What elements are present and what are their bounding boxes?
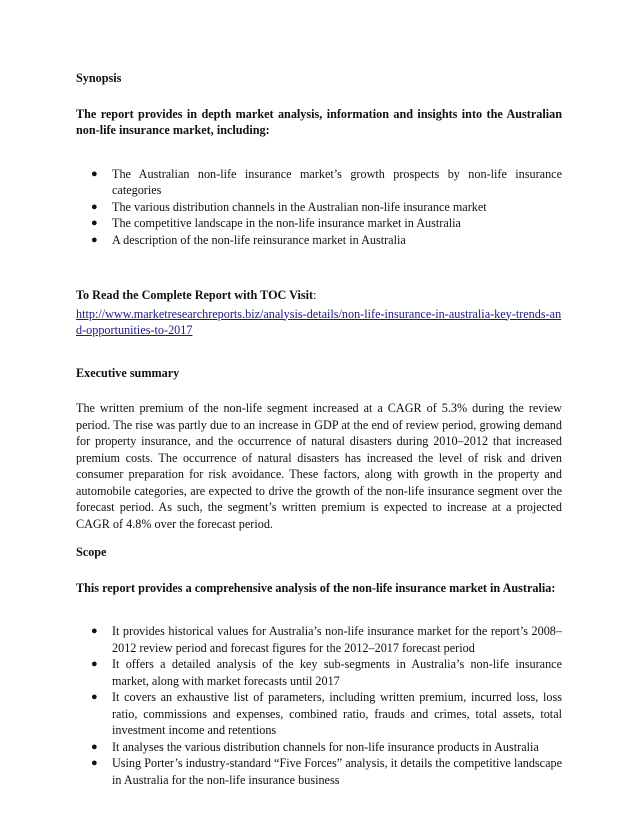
synopsis-bullet-list <box>76 166 562 249</box>
bullet-icon: ● <box>91 625 98 637</box>
executive-summary-heading: Executive summary <box>76 365 180 380</box>
synopsis-intro: The report provides in depth market analysis, information and insights into the Australian non-life insurance market, including: <box>76 106 562 137</box>
toc-heading: To Read the Complete Report with TOC Visit: <box>76 288 317 302</box>
bullet-icon: ● <box>91 233 98 246</box>
list-item: ● It analyses the various distribution channels for non-life insurance products in Australia <box>91 739 539 754</box>
bullet-icon: ● <box>91 658 98 670</box>
bullet-icon: ● <box>91 167 98 180</box>
scope-intro: This report provides a comprehensive analysis of the non-life insurance market in Australia: <box>76 580 556 595</box>
document-page <box>76 70 562 788</box>
scope-bullet-list <box>76 623 562 788</box>
list-item: ● Using Porter’s industry-standard “Five Forces” analysis, it details the competitive landscape in Australia for the non-life insurance business <box>91 756 562 787</box>
list-item: ● It offers a detailed analysis of the key sub-segments in Australia’s non-life insurance market, along with market forecasts until 2017 <box>91 657 562 688</box>
bullet-icon: ● <box>91 691 98 703</box>
list-item: ● The competitive landscape in the non-life insurance market in Australia <box>91 216 461 230</box>
bullet-icon: ● <box>91 757 98 769</box>
bullet-icon: ● <box>91 200 98 213</box>
list-item: ● The various distribution channels in the Australian non-life insurance market <box>91 199 487 214</box>
report-link[interactable]: http://www.marketresearchreports.biz/analysis-details/non-life-insurance-in-australia-key-trends-and-opportunities-to-2017 <box>76 306 562 337</box>
bullet-icon: ● <box>91 217 98 229</box>
bullet-icon: ● <box>91 740 98 753</box>
list-item: ● The Australian non-life insurance market’s growth prospects by non-life insurance categories <box>91 166 562 197</box>
synopsis-heading: Synopsis <box>76 71 122 85</box>
list-item: ● It provides historical values for Australia’s non-life insurance market for the report’s 2008–2012 review period and forecast figures for the 2012–2017 forecast period <box>91 624 562 655</box>
scope-heading: Scope <box>76 545 107 559</box>
executive-summary-body: The written premium of the non-life segment increased at a CAGR of 5.3% during the review period. The rise was partly due to an increase in GDP at the end of review period, growing demand for property insurance, and the occurrence of natural disasters during 2010–2012 that increased premium costs. The occurrence of natural disasters has increased the level of risk and driven consumer preparation for risk avoidance. These factors, along with growth in the property and automobile categories, are expected to drive the growth of the non-life insurance segment over the forecast period. As such, the segment’s written premium is expected to increase at a projected CAGR of 4.8% over the forecast period. <box>76 401 562 531</box>
list-item: ● It covers an exhaustive list of parameters, including written premium, incurred loss, loss ratio, commissions and expenses, combined ratio, frauds and crimes, total assets, total investment income and retentions <box>91 690 562 737</box>
list-item: ● A description of the non-life reinsurance market in Australia <box>91 232 406 247</box>
